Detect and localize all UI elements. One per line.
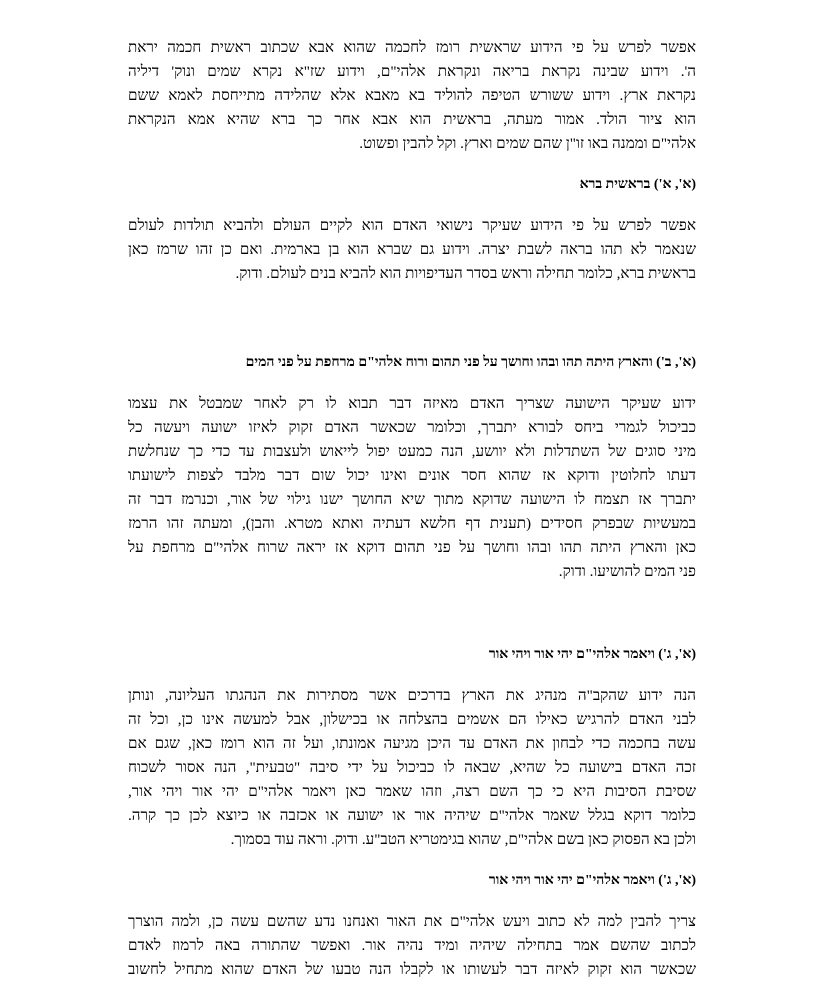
paragraph-2-line-3: בראשית ברא, כלומר תחילה וראש בסדר העדיפויות הוא להביא בנים לעולם. ודוק.	[235, 265, 696, 282]
paragraph-1-line-2: ה'. וידוע שבינה נקראת בריאה ונקראת אלהי"ם, וידוע שז"א נקרא שמים ונוק' דיליה	[128, 63, 696, 80]
paragraph-4-line-3: עשה בחכמה כדי לבחון את האדם עד היכן מגיעה אמונתו, ועל זה הוא רומז כאן, שגם אם	[128, 735, 696, 752]
paragraph-5-line-1: צריך להבין למה לא כתוב ויעש אלהי"ם את האור ואנחנו נדע שהשם עשה כן, ולמה הוצרך	[128, 913, 696, 930]
paragraph-2-line-1: אפשר לפרש על פי הידוע שעיקר נישואי האדם הוא לקיים העולם ולהביא תולדות לעולם	[128, 217, 696, 234]
paragraph-4-line-1: הנה ידוע שהקב"ה מנהיג את הארץ בדרכים אשר מסתירות את הנהגתו העליונה, ונותן	[128, 687, 696, 704]
paragraph-3-line-5: יתברך אז תצמח לו הישועה שדוקא מתוך שיא החושך ישנו גילוי של אור, וכנרמז דבר זה	[128, 491, 696, 508]
section-heading-3: (א', ג') ויאמר אלהי"ם יהי אור ויהי אור	[488, 647, 696, 662]
paragraph-3-line-7: כאן והארץ היתה תהו ובהו וחושך על פני תהום דוקא אז יראה שרוח אלהי"ם מרחפת על	[128, 539, 696, 556]
section-heading-4: (א', ג') ויאמר אלהי"ם יהי אור ויהי אור	[488, 873, 696, 888]
paragraph-2-line-2: שנאמר לא תהו בראה לשבת יצרה. וידוע גם שברא הוא בן בארמית. ואם כן זהו שרמז כאן	[128, 241, 696, 258]
paragraph-4-line-2: לבני האדם להרגיש כאילו הם אשמים בהצלחה או בכישלון, אבל למעשה אינו כן, וכל זה	[128, 711, 696, 728]
paragraph-3-line-1: ידוע שעיקר הישועה שצריך האדם מאיזה דבר תבוא לו רק לאחר שמבטל את עצמו	[128, 395, 696, 412]
paragraph-1-line-4: הוא ציור הולד. אמור מעתה, בראשית הוא אבא אחר כך ברא שהיא אמא הנקראת	[128, 111, 696, 128]
paragraph-3-line-8: פני המים להושיעו. ודוק.	[558, 563, 696, 580]
paragraph-4-line-4: זכה האדם בישועה כל שהיא, שבאה לו כביכול על ידי סיבה "טבעית", הנה אסור לשכוח	[128, 759, 696, 776]
paragraph-3-line-2: כביכול לגמרי ביחס לבורא יתברך, וכלומר שכאשר האדם זקוק לאיזו ישועה ויעשה כל	[128, 419, 696, 436]
section-heading-2: (א', ב') והארץ היתה תהו ובהו וחושך על פני תהום ורוח אלהי"ם מרחפת על פני המים	[245, 355, 696, 370]
paragraph-1-line-1: אפשר לפרש על פי הידוע שראשית רומז לחכמה שהוא אבא שכתוב ראשית חכמה יראת	[128, 39, 696, 56]
paragraph-4-line-6: כלומר דוקא בגלל שאמר אלהי"ם שיהיה אור או ישועה או אכזבה או כיוצא לכן כך קרה.	[128, 807, 696, 824]
paragraph-5-line-3: שכאשר הוא זקוק לאיזה דבר לעשותו או לקבלו הנה טבעו של האדם שהוא מתחיל לחשוב	[128, 961, 696, 978]
paragraph-3-line-6: במעשיות שבפרק חסידים (תענית דף חלשא דעתיה ואתא מטרא. והבן), ומעתה זהו הרמז	[128, 515, 696, 532]
paragraph-5-line-2: לכתוב שהשם אמר בתחילה שיהיה ומיד נהיה אור. ואפשר שהתורה באה לרמוז לאדם	[128, 937, 696, 954]
paragraph-3-line-4: דעתו לחלוטין ודוקא אז שהוא חסר אונים ואינו יכול שום דבר מלבד לצפות לישועתו	[128, 467, 696, 484]
paragraph-4-line-7: ולכן בא הפסוק כאן בשם אלהי"ם, שהוא בגימטריא הטב"ע. ודוק. וראה עוד בסמוך.	[230, 831, 696, 848]
paragraph-1-line-5: אלהי"ם וממנה באו זו"ן שהם שמים וארץ. וקל להבין ופשוט.	[359, 135, 696, 152]
paragraph-1-line-3: נקראת ארץ. וידוע ששורש הטיפה להוליד בא מאבא אלא שהלידה מתייחסת לאמא ששם	[128, 87, 696, 104]
section-heading-1: (א', א') בראשית ברא	[579, 177, 696, 192]
paragraph-3-line-3: מיני סוגים של השתדלות ולא יוושע, הנה כמעט יפול לייאוש ולעצבות עד כדי כך שנחלשת	[128, 443, 696, 460]
paragraph-4-line-5: שסיבת הסיבות היא כי כך השם רצה, וזהו שאמר כאן ויאמר אלהי"ם יהי אור ויהי אור,	[128, 783, 696, 800]
